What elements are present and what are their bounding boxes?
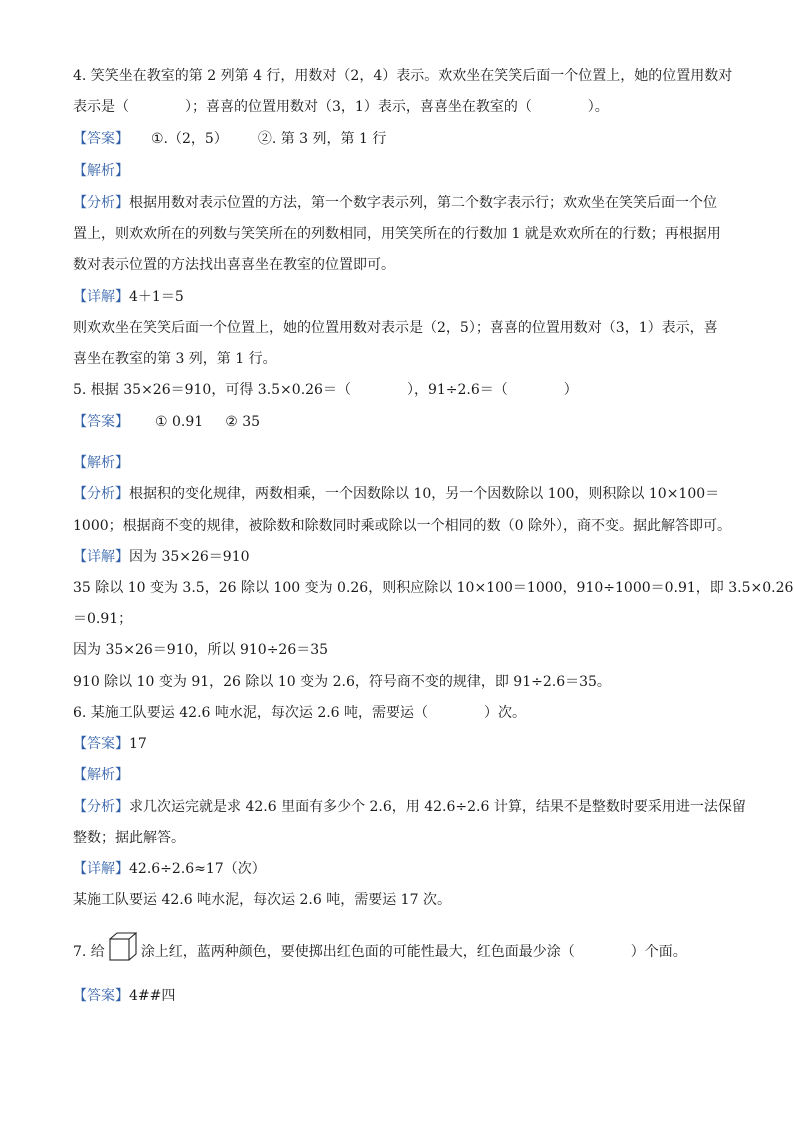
q6-stem-line-1: 6. 某施工队要运 42.6 吨水泥，每次运 2.6 吨，需要运（ ）次。 <box>73 705 527 721</box>
q6-analysis-tag: 【解析】 <box>73 767 129 783</box>
q4-stem-line-1: 4. 笑笑坐在教室的第 2 列第 4 行，用数对（2，4）表示。欢欢坐在笑笑后面一个位置上，她的位置用数对 <box>73 68 733 84</box>
fenxi-tag: 【分析】 <box>73 195 129 211</box>
q4-detail-line-2: 则欢欢坐在笑笑后面一个位置上，她的位置用数对表示是（2，5）；喜喜的位置用数对（3，1）表示，喜 <box>73 320 718 336</box>
q5-answer-2: ② 35 <box>225 414 261 430</box>
q5-answer-row <box>73 412 723 432</box>
q7-stem-prefix: 7. 给 <box>73 944 105 960</box>
q6-answer-row <box>73 734 723 754</box>
q7-answer: 4##四 <box>129 988 176 1004</box>
q7-stem-suffix: 涂上红，蓝两种颜色，要使掷出红色面的可能性最大，红色面最少涂（ ）个面。 <box>140 944 687 960</box>
q5-fenxi-line-1: 【分析】根据积的变化规律，两数相乘，一个因数除以 10，另一个因数除以 100，则积除以 10×100＝ <box>73 486 720 502</box>
q5-detail-line-5: 910 除以 10 变为 91，26 除以 10 变为 2.6，符号商不变的规律，即 91÷2.6＝35。 <box>73 674 611 690</box>
q4-fenxi-line-1: 【分析】根据用数对表示位置的方法，第一个数字表示列，第二个数字表示行；欢欢坐在笑笑后面一个位 <box>73 195 717 211</box>
q4-answer-2: ②. 第 3 列，第 1 行 <box>257 131 387 147</box>
q6-answer: 17 <box>129 736 147 752</box>
q7-answer-row <box>73 986 723 1006</box>
q6-detail-line-2: 某施工队要运 42.6 吨水泥，每次运 2.6 吨，需要运 17 次。 <box>73 892 451 908</box>
answer-tag: 【答案】 <box>73 414 129 430</box>
q4-detail-line-3: 喜坐在教室的第 3 列，第 1 行。 <box>73 351 277 367</box>
q5-answer-1: ① 0.91 <box>155 414 204 430</box>
q5-fenxi-line-2: 1000；根据商不变的规律，被除数和除数同时乘或除以一个相同的数（0 除外），商不变。据此解答即可。 <box>73 518 731 534</box>
q6-fenxi-line-2: 整数；据此解答。 <box>73 830 185 846</box>
answer-tag: 【答案】 <box>73 988 129 1004</box>
q7-stem-line-1 <box>73 932 723 972</box>
q4-stem-line-2: 表示是（ ）；喜喜的位置用数对（3，1）表示，喜喜坐在教室的（ ）。 <box>73 99 609 115</box>
q5-analysis-tag: 【解析】 <box>73 455 129 471</box>
q5-stem-line-1: 5. 根据 35×26＝910，可得 3.5×0.26＝（ ），91÷2.6＝（ ） <box>73 382 578 398</box>
q5-detail-line-4: 因为 35×26＝910，所以 910÷26＝35 <box>73 642 329 658</box>
fenxi-tag: 【分析】 <box>73 486 129 502</box>
q5-detail-line-1: 【详解】因为 35×26＝910 <box>73 549 250 565</box>
fenxi-tag: 【分析】 <box>73 799 129 815</box>
q4-answer-1: ①.（2，5） <box>151 131 228 147</box>
q5-detail-line-3: ＝0.91； <box>73 611 133 627</box>
q6-detail-line-1: 【详解】42.6÷2.6≈17（次） <box>73 861 266 877</box>
q4-fenxi-line-3: 数对表示位置的方法找出喜喜坐在教室的位置即可。 <box>73 257 395 273</box>
q4-analysis-tag: 【解析】 <box>73 163 129 179</box>
cube-icon <box>109 932 137 972</box>
q5-detail-line-2: 35 除以 10 变为 3.5，26 除以 100 变为 0.26，则积应除以 10×100＝1000，910÷1000＝0.91，即 3.5×0.26 <box>73 580 794 596</box>
answer-tag: 【答案】 <box>73 736 129 752</box>
detail-tag: 【详解】 <box>73 549 129 565</box>
answer-tag: 【答案】 <box>73 131 129 147</box>
detail-tag: 【详解】 <box>73 289 129 305</box>
q4-fenxi-line-2: 置上，则欢欢所在的列数与笑笑所在的列数相同，用笑笑所在的行数加 1 就是欢欢所在的行数；再根据用 <box>73 226 721 242</box>
detail-tag: 【详解】 <box>73 861 129 877</box>
q4-detail-line-1: 【详解】4＋1＝5 <box>73 289 184 305</box>
q4-answer-row <box>73 129 723 149</box>
q6-fenxi-line-1: 【分析】求几次运完就是求 42.6 里面有多少个 2.6，用 42.6÷2.6 计算，结果不是整数时要采用进一法保留 <box>73 799 746 815</box>
